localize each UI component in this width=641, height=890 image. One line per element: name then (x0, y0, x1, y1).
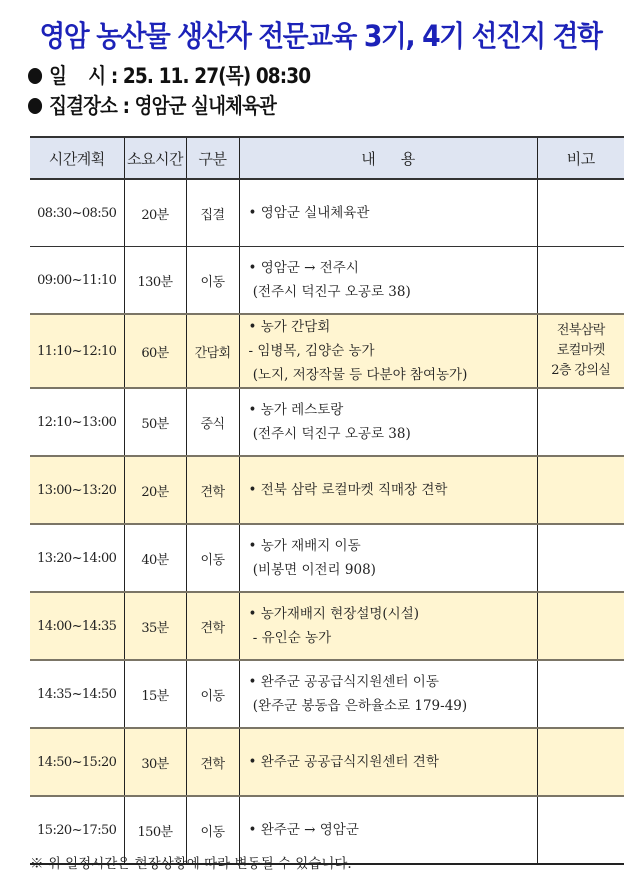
time-cell: 12:10~13:00 (30, 388, 124, 456)
content-cell (239, 524, 537, 592)
time-cell: 14:35~14:50 (30, 660, 124, 728)
content-line: • 농가재배지 현장설명(시설) (248, 606, 420, 622)
header-note: 비고 (537, 137, 624, 179)
content-cell (239, 728, 537, 796)
place-label: 집결장소 (49, 94, 118, 118)
table-row (30, 592, 624, 660)
duration-cell: 150분 (124, 796, 186, 864)
header-category: 구분 (186, 137, 239, 179)
duration-cell: 130분 (124, 247, 186, 315)
table-row (30, 314, 624, 388)
content-cell (239, 456, 537, 524)
content-line: - 유인순 농가 (248, 630, 332, 646)
duration-cell: 20분 (124, 179, 186, 247)
time-cell: 15:20~17:50 (30, 796, 124, 864)
note-cell (537, 524, 624, 592)
header-content: 내 용 (239, 137, 537, 179)
duration-cell: 40분 (124, 524, 186, 592)
table-row (30, 728, 624, 796)
duration-cell: 20분 (124, 456, 186, 524)
header-time: 시간계획 (30, 137, 124, 179)
content-line: • 농가 재배지 이동 (248, 538, 361, 554)
table-row (30, 179, 624, 247)
bullet-icon (28, 98, 42, 114)
note-cell (537, 592, 624, 660)
category-cell: 견학 (186, 592, 239, 660)
schedule-table (30, 136, 624, 865)
schedule-body (30, 179, 624, 864)
content-line: (노지, 저장작물 등 다분야 참여농가) (248, 367, 468, 383)
time-cell: 14:00~14:35 (30, 592, 124, 660)
note-cell (537, 456, 624, 524)
category-cell: 견학 (186, 456, 239, 524)
content-line: • 완주군 → 영암군 (248, 822, 359, 838)
content-line: (전주시 덕진구 오공로 38) (248, 426, 411, 442)
time-cell: 14:50~15:20 (30, 728, 124, 796)
category-cell: 이동 (186, 524, 239, 592)
content-cell (239, 179, 537, 247)
place-value: 영암군 실내체육관 (134, 94, 276, 118)
content-line: • 전북 삼락 로컬마켓 직매장 견학 (248, 482, 448, 498)
time-cell: 13:00~13:20 (30, 456, 124, 524)
content-cell (239, 314, 537, 388)
table-row (30, 456, 624, 524)
note-cell (537, 728, 624, 796)
table-row (30, 524, 624, 592)
content-line: • 완주군 공공급식지원센터 이동 (248, 674, 439, 690)
content-line: • 완주군 공공급식지원센터 견학 (248, 754, 439, 770)
note-cell (537, 388, 624, 456)
content-line: (전주시 덕진구 오공로 38) (248, 284, 411, 300)
note-line: 2층 강의실 (551, 363, 611, 378)
category-cell: 이동 (186, 247, 239, 315)
content-cell (239, 660, 537, 728)
note-line: 전북삼락 (556, 323, 605, 338)
content-cell (239, 247, 537, 315)
category-cell: 간담회 (186, 314, 239, 388)
note-line: 로컬마켓 (556, 343, 605, 358)
page-title: 영암 농산물 생산자 전문교육 3기, 4기 선진지 견학 (39, 19, 602, 53)
time-cell: 13:20~14:00 (30, 524, 124, 592)
time-cell: 11:10~12:10 (30, 314, 124, 388)
info-place-line (28, 92, 276, 120)
duration-cell: 15분 (124, 660, 186, 728)
time-cell: 09:00~11:10 (30, 247, 124, 315)
note-cell (537, 179, 624, 247)
content-cell (239, 592, 537, 660)
table-row (30, 660, 624, 728)
date-separator: : (105, 64, 123, 88)
header-duration: 소요시간 (124, 137, 186, 179)
duration-cell: 60분 (124, 314, 186, 388)
content-line: • 영암군 → 전주시 (248, 260, 359, 276)
place-separator: : (117, 94, 135, 118)
duration-cell: 50분 (124, 388, 186, 456)
note-cell (537, 314, 624, 388)
content-line: • 농가 레스토랑 (248, 402, 344, 418)
date-value: 25. 11. 27(목) 08:30 (122, 64, 311, 88)
time-cell: 08:30~08:50 (30, 179, 124, 247)
table-header-row (30, 137, 624, 179)
content-line: • 영암군 실내체육관 (248, 205, 370, 221)
note-cell (537, 247, 624, 315)
note-cell (537, 796, 624, 864)
content-line: (완주군 봉동읍 은하율소로 179-49) (248, 698, 468, 714)
duration-cell: 30분 (124, 728, 186, 796)
footnote: ※ 위 일정시간은 현장상황에 따라 변동될 수 있습니다. (30, 856, 352, 872)
content-line: • 농가 간담회 (248, 319, 331, 335)
content-cell (239, 388, 537, 456)
content-line: (비봉면 이전리 908) (248, 562, 376, 578)
category-cell: 견학 (186, 728, 239, 796)
duration-cell: 35분 (124, 592, 186, 660)
table-row (30, 388, 624, 456)
category-cell: 이동 (186, 660, 239, 728)
category-cell: 중식 (186, 388, 239, 456)
info-date-line (28, 62, 310, 90)
category-cell: 집결 (186, 179, 239, 247)
date-label: 일 시 (49, 64, 106, 88)
content-line: - 임병목, 김양순 농가 (248, 343, 375, 359)
table-row (30, 247, 624, 315)
category-cell: 이동 (186, 796, 239, 864)
bullet-icon (28, 68, 42, 84)
note-cell (537, 660, 624, 728)
